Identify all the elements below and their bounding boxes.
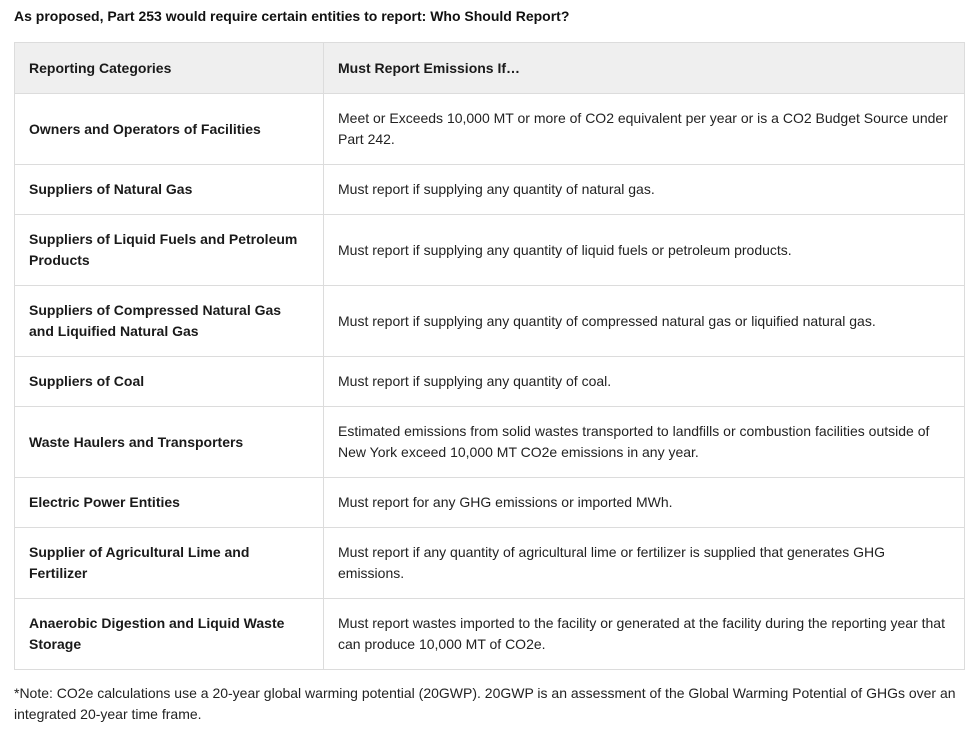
table-row bbox=[15, 599, 965, 670]
table-body bbox=[15, 94, 965, 670]
table-header-row bbox=[15, 43, 965, 94]
table-row bbox=[15, 478, 965, 528]
category-cell: Electric Power Entities bbox=[15, 478, 324, 528]
table-row bbox=[15, 94, 965, 165]
category-cell: Anaerobic Digestion and Liquid Waste Storage bbox=[15, 599, 324, 670]
table-row bbox=[15, 165, 965, 215]
category-cell: Suppliers of Liquid Fuels and Petroleum Products bbox=[15, 215, 324, 286]
requirement-cell: Must report if supplying any quantity of compressed natural gas or liquified natural gas. bbox=[324, 286, 965, 357]
requirement-cell: Must report if supplying any quantity of liquid fuels or petroleum products. bbox=[324, 215, 965, 286]
category-cell: Suppliers of Compressed Natural Gas and Liquified Natural Gas bbox=[15, 286, 324, 357]
category-cell: Suppliers of Coal bbox=[15, 357, 324, 407]
column-header-requirements: Must Report Emissions If… bbox=[324, 43, 965, 94]
reporting-table bbox=[14, 42, 965, 670]
category-cell: Suppliers of Natural Gas bbox=[15, 165, 324, 215]
table-header bbox=[15, 43, 965, 94]
table-row bbox=[15, 407, 965, 478]
table-row bbox=[15, 215, 965, 286]
requirement-cell: Must report if supplying any quantity of natural gas. bbox=[324, 165, 965, 215]
category-cell: Waste Haulers and Transporters bbox=[15, 407, 324, 478]
page-title: As proposed, Part 253 would require certain entities to report: Who Should Report? bbox=[14, 8, 570, 24]
requirement-cell: Meet or Exceeds 10,000 MT or more of CO2 equivalent per year or is a CO2 Budget Source under Part 242. bbox=[324, 94, 965, 165]
column-header-categories: Reporting Categories bbox=[15, 43, 324, 94]
requirement-cell: Must report wastes imported to the facility or generated at the facility during the reporting year that can produce 10,000 MT of CO2e. bbox=[324, 599, 965, 670]
footnote: *Note: CO2e calculations use a 20-year global warming potential (20GWP). 20GWP is an assessment of the Global Warming Potential of GHGs over an integrated 20-year time frame. bbox=[14, 685, 956, 722]
requirement-cell: Must report if any quantity of agricultural lime or fertilizer is supplied that generates GHG emissions. bbox=[324, 528, 965, 599]
table-row bbox=[15, 357, 965, 407]
requirement-cell: Estimated emissions from solid wastes transported to landfills or combustion facilities outside of New York exceed 10,000 MT CO2e emissions in any year. bbox=[324, 407, 965, 478]
category-cell: Supplier of Agricultural Lime and Fertilizer bbox=[15, 528, 324, 599]
requirement-cell: Must report if supplying any quantity of coal. bbox=[324, 357, 965, 407]
requirement-cell: Must report for any GHG emissions or imported MWh. bbox=[324, 478, 965, 528]
table-row bbox=[15, 286, 965, 357]
category-cell: Owners and Operators of Facilities bbox=[15, 94, 324, 165]
table-row bbox=[15, 528, 965, 599]
